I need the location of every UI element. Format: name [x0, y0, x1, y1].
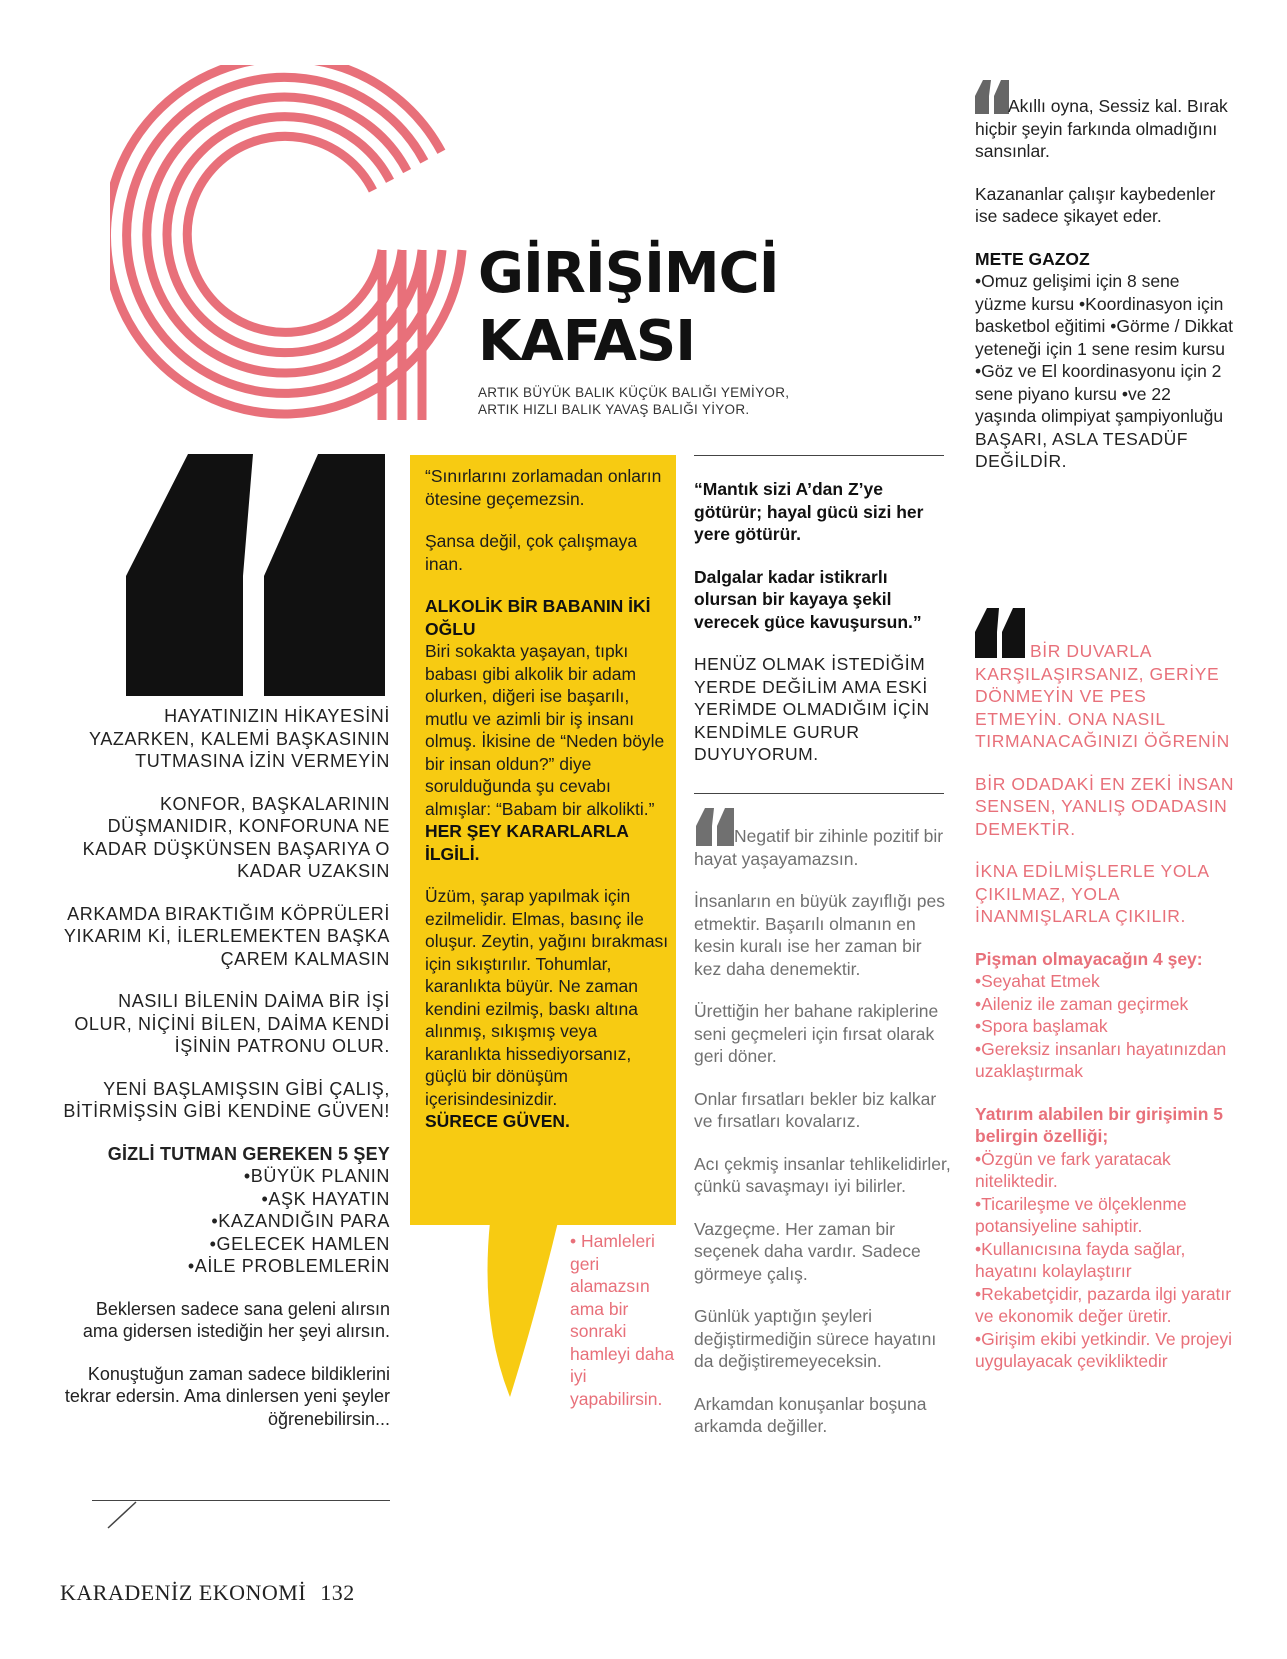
secrets-heading: GİZLİ TUTMAN GEREKEN 5 ŞEY: [107, 1143, 390, 1164]
regret-item: •Gereksiz insanları hayatınızdan uzaklaştırmak: [975, 1038, 1227, 1081]
column-3-top-rule: [694, 455, 944, 456]
closing-quote-2: Konuştuğun zaman sadece bildiklerini tekrar edersin. Ama dinlersen yeni şeyler öğrenebilirsin...: [64, 1363, 390, 1429]
invest-item: •Kullanıcısına fayda sağlar, hayatını kolaylaştırır: [975, 1238, 1186, 1281]
grey-quote: Vazgeçme. Her zaman bir seçenek daha vardır. Sadece görmeye çalış.: [694, 1218, 921, 1284]
waves-quote: Dalgalar kadar istikrarlı olursan bir kayaya şekil verecek güce kavuşursun.”: [694, 566, 922, 632]
column-3-top: [694, 478, 952, 766]
yellow-quote-2: Şansa değil, çok çalışmaya inan.: [425, 531, 638, 574]
column-4-bottom: [975, 640, 1235, 1373]
title-line-2: KAFASI: [478, 309, 696, 374]
invest-heading: Yatırım alabilen bir girişimin 5 belirgin özelliği;: [975, 1103, 1223, 1146]
secret-item: •GELECEK HAMLEN: [209, 1233, 390, 1254]
title-line-1: GİRİŞİMCİ: [478, 241, 779, 306]
quote-4: NASILI BİLENİN DAİMA BİR İŞİ OLUR, NİÇİNİ BİLEN, DAİMA KENDİ İŞİNİN PATRONU OLUR.: [74, 991, 390, 1056]
quote-3: ARKAMDA BIRAKTIĞIM KÖPRÜLERİ YIKARIM Kİ, İLERLEMEKTEN BAŞKA ÇAREM KALMASIN: [63, 903, 390, 969]
pink-note: • Hamleleri geri alamazsın ama bir sonraki hamleyi daha iyi yapabilirsin.: [570, 1231, 675, 1409]
grey-quote: Onlar fırsatları bekler biz kalkar ve fırsatları kovalarız.: [694, 1088, 937, 1131]
pink-quote: İKNA EDİLMİŞLERLE YOLA ÇIKILMAZ, YOLA İNANMIŞLARLA ÇIKILIR.: [975, 861, 1209, 926]
mete-list: •Omuz gelişimi için 8 sene yüzme kursu •Koordinasyon için basketbol eğitimi •Görme / Dikkat yeteneği için 1 sene resim kursu •Göz ve El koordinasyonu için 2 sene piyano kursu •ve 22 yaşında olimpiyat şampiyonluğu: [975, 271, 1234, 426]
regret-heading: Pişman olmayacağın 4 şey:: [975, 948, 1203, 969]
subtitle-line-2: ARTIK HIZLI BALIK YAVAŞ BALIĞI YİYOR.: [478, 402, 750, 417]
grey-quote: İnsanların en büyük zayıflığı pes etmektir. Başarılı olmanın en kesin kuralı ise her zaman bir kez daha denemektir.: [694, 891, 945, 979]
invest-item: •Girişim ekibi yetkindir. Ve projeyi uygulayacak çevikliktedir: [975, 1328, 1233, 1371]
transformation-text: Üzüm, şarap yapılmak için ezilmelidir. Elmas, basınç ile oluşur. Zeytin, yağını bırakması için sıkıştırılır. Tohumlar, karanlıkta büyür. Ne zaman kendini ezilmiş, baskı altına alınmış, sıkışmış veya karanlıkta hissediyorsanız, güçlü bir dönüşüm içerisindesinizdir.: [425, 886, 669, 1109]
grey-quote: Acı çekmiş insanlar tehlikelidirler, çünkü savaşmayı iyi bilirler.: [694, 1153, 951, 1196]
page-footer: [60, 1580, 355, 1606]
g-logo-graphic: [110, 65, 470, 445]
invest-item: •Özgün ve fark yaratacak niteliktedir.: [975, 1148, 1171, 1191]
regret-item: •Aileniz ile zaman geçirmek: [975, 993, 1189, 1014]
story-heading: ALKOLİK BİR BABANIN İKİ OĞLU: [425, 596, 651, 639]
quote-1: HAYATINIZIN HİKAYESİNİ YAZARKEN, KALEMİ BAŞKASININ TUTMASINA İZİN VERMEYİN: [89, 706, 390, 771]
regret-item: •Seyahat Etmek: [975, 971, 1100, 991]
column-3-bottom: [694, 825, 952, 1458]
winners-quote: Kazananlar çalışır kaybedenler ise sadece şikayet eder.: [975, 183, 1216, 226]
grey-quote: Günlük yaptığın şeyleri değiştirmediğin sürece hayatını da değiştiremeyeceksin.: [694, 1306, 937, 1371]
rule-slash-decoration: [100, 1500, 140, 1530]
pride-quote: HENÜZ OLMAK İSTEDİĞİM YERDE DEĞİLİM AMA ESKİ YERİMDE OLMADIĞIM İÇİN KENDİMLE GURUR DUYUYORUM.: [694, 654, 930, 764]
large-quote-icon: [126, 454, 388, 699]
yellow-quote-1: “Sınırlarını zorlamadan onların ötesine geçemezsin.: [425, 466, 662, 509]
grey-quote: Negatif bir zihinle pozitif bir hayat yaşayamazsın.: [694, 826, 944, 869]
page-subtitle: [478, 384, 789, 418]
secret-item: •BÜYÜK PLANIN: [243, 1166, 390, 1186]
column-4-top: [975, 95, 1235, 473]
quote-2: KONFOR, BAŞKALARININ DÜŞMANIDIR, KONFORUNA NE KADAR DÜŞKÜNSEN BAŞARIYA O KADAR UZAKSIN: [82, 793, 390, 881]
smart-quote: Akıllı oyna, Sessiz kal. Bırak hiçbir şeyin farkında olmadığını sansınlar.: [975, 96, 1228, 161]
story-text: Biri sokakta yaşayan, tıpkı babası gibi alkolik bir adam olurken, diğeri ise başarılı, mutlu ve azimli bir iş insanı olmuş. İkisine de “Neden böyle bir insan oldun?” diye sorulduğunda şu cevabı almışlar: “Babam bir alkolikti.”: [425, 641, 665, 819]
closing-quote-1: Beklersen sadece sana geleni alırsın ama gidersen istediğin her şeyi alırsın.: [82, 1298, 390, 1341]
pink-quote: BİR DUVARLA KARŞILAŞIRSANIZ, GERİYE DÖNMEYİN VE PES ETMEYİN. ONA NASIL TIRMANACAĞINIZI ÖĞRENİN: [975, 641, 1230, 751]
logic-quote: “Mantık sizi A’dan Z’ye götürür; hayal gücü sizi her yere götürür.: [694, 479, 924, 544]
trust-heading: SÜRECE GÜVEN.: [425, 1111, 570, 1131]
column-2: [425, 465, 670, 1133]
column-3-mid-rule: [694, 793, 944, 794]
column-1: [62, 705, 390, 1450]
secret-item: •KAZANDIĞIN PARA: [211, 1211, 390, 1231]
invest-item: •Ticarileşme ve ölçeklenme potansiyeline sahiptir.: [975, 1193, 1187, 1236]
secret-item: •AŞK HAYATIN: [261, 1188, 390, 1209]
quote-5: YENİ BAŞLAMIŞSIN GİBİ ÇALIŞ, BİTİRMİŞSİN GİBİ KENDİNE GÜVEN!: [63, 1078, 390, 1121]
mete-closing: BAŞARI, ASLA TESADÜF DEĞİLDİR.: [975, 428, 1188, 471]
secret-item: •AİLE PROBLEMLERİN: [187, 1256, 390, 1276]
grey-quote: Ürettiğin her bahane rakiplerine seni geçmeleri için fırsat olarak geri döner.: [694, 1001, 939, 1066]
invest-item: •Rekabetçidir, pazarda ilgi yaratır ve ekonomik değer üretir.: [975, 1283, 1232, 1326]
pink-quote: BİR ODADAKİ EN ZEKİ İNSAN SENSEN, YANLIŞ ODADASIN DEMEKTİR.: [975, 773, 1235, 839]
decisions-heading: HER ŞEY KARARLARLA İLGİLİ.: [425, 821, 629, 864]
subtitle-line-1: ARTIK BÜYÜK BALIK KÜÇÜK BALIĞI YEMİYOR,: [478, 385, 790, 400]
page-title: [478, 240, 779, 376]
mete-heading: METE GAZOZ: [975, 248, 1090, 269]
regret-item: •Spora başlamak: [975, 1016, 1108, 1036]
speech-bubble-tail: [450, 1222, 570, 1402]
magazine-name: KARADENİZ EKONOMİ: [60, 1580, 307, 1605]
page-number: 132: [320, 1580, 355, 1605]
grey-quote: Arkamdan konuşanlar boşuna arkamda değiller.: [694, 1393, 927, 1436]
